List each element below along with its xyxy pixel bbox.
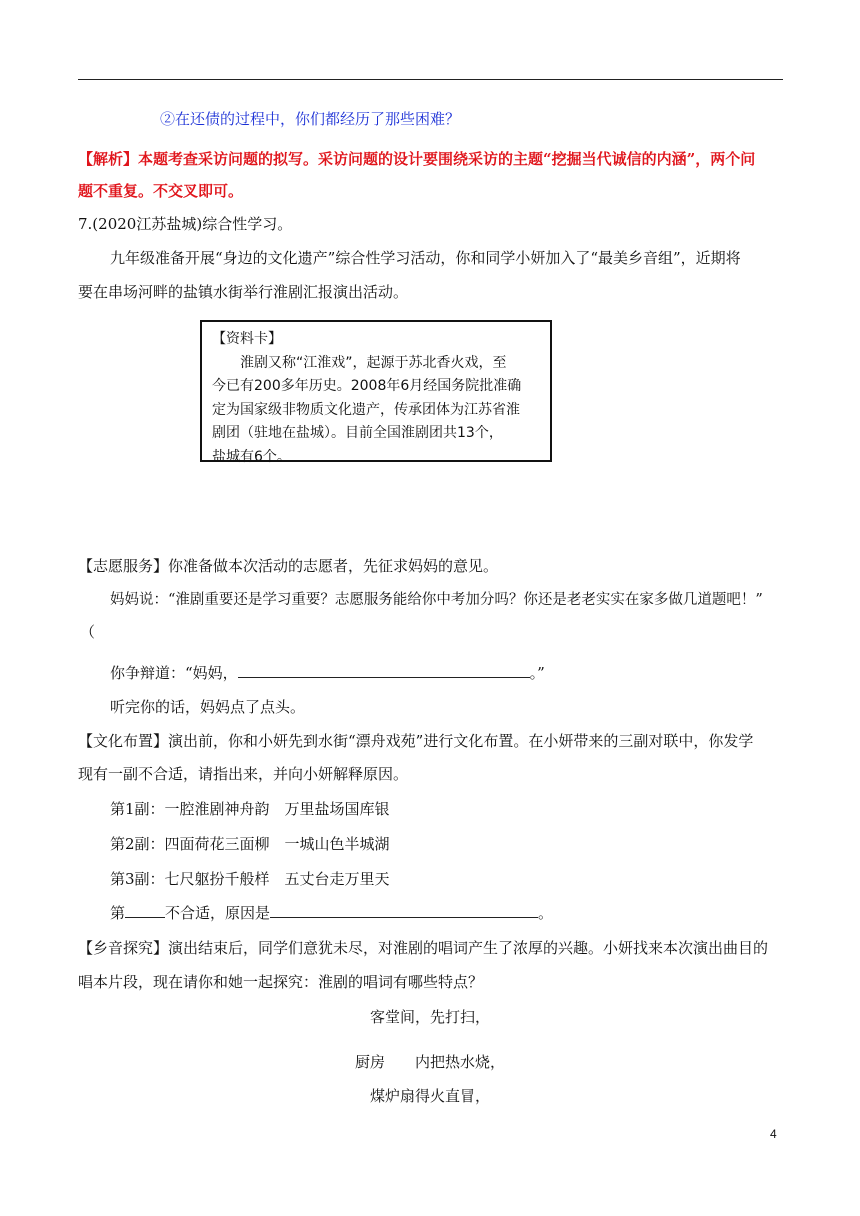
info-card-line: 剧团（驻地在盐城）。目前全国淮剧团共13个，: [212, 425, 503, 441]
mom-nod: 听完你的话，妈妈点了点头。: [110, 698, 306, 716]
open-paren: （: [80, 623, 96, 641]
question-7-intro-1: 九年级准备开展“身边的文化遗产”综合性学习活动，你和同学小妍加入了“最美乡音组”，近期将: [110, 249, 741, 267]
couplet-1: 第1副：一腔淮剧神舟韵 万里盐场国库银: [110, 800, 390, 818]
explore-heading-2: 唱本片段，现在请你和她一起探究：淮剧的唱词有哪些特点？: [78, 973, 484, 991]
answer-prefix: 第: [110, 904, 126, 922]
question-2: ②在还债的过程中，你们都经历了那些困难？: [160, 110, 461, 128]
volunteer-heading: 【志愿服务】你准备做本次活动的志愿者，先征求妈妈的意见。: [78, 557, 499, 575]
info-card: [200, 320, 552, 465]
header-rule: [78, 79, 783, 80]
argue-prefix: 你争辩道：“妈妈，: [110, 664, 238, 682]
argue-suffix: 。”: [529, 664, 545, 682]
info-card-line: 今已有200多年历史。2008年6月经国务院批准确: [212, 378, 522, 394]
answer-suffix: 。: [538, 904, 554, 922]
answer-mid: 不合适，原因是: [165, 904, 271, 922]
couplet-answer-line: [110, 903, 553, 923]
couplet-3: 第3副：七尺躯扮千般样 五丈台走万里天: [110, 870, 390, 888]
argue-blank[interactable]: [238, 663, 530, 678]
lyric-line-2: 厨房 内把热水烧，: [355, 1053, 506, 1071]
info-card-line: 定为国家级非物质文化遗产，传承团体为江苏省淮: [212, 401, 520, 418]
argue-line: [110, 663, 545, 683]
mom-quote: 妈妈说：“淮剧重要还是学习重要？志愿服务能给你中考加分吗？你还是老老实实在家多做几道题吧！”: [110, 592, 763, 608]
question-7-intro-2: 要在串场河畔的盐镇水街举行淮剧汇报演出活动。: [78, 283, 409, 301]
couplet-2: 第2副：四面荷花三面柳 一城山色半城湖: [110, 835, 390, 853]
culture-heading-2: 现有一副不合适，请指出来，并向小妍解释原因。: [78, 765, 409, 783]
page-number: 4: [770, 1127, 777, 1141]
info-card-line: 淮剧又称“江淮戏”，起源于苏北香火戏，至: [240, 354, 507, 371]
analysis-line-2: 题不重复。不交叉即可。: [78, 182, 244, 200]
info-card-title: 【资料卡】: [212, 331, 282, 347]
info-card-line: 盐城有6个。: [212, 448, 291, 465]
couplet-number-blank[interactable]: [125, 903, 165, 918]
lyric-line-1: 客堂间，先打扫，: [370, 1008, 491, 1026]
explore-heading-1: 【乡音探究】演出结束后，同学们意犹未尽，对淮剧的唱词产生了浓厚的兴趣。小妍找来本次演出曲目的: [78, 939, 769, 957]
reason-blank[interactable]: [270, 903, 538, 918]
culture-heading-1: 【文化布置】演出前，你和小妍先到水街“漂舟戏苑”进行文化布置。在小妍带来的三副对联中，你发学: [78, 732, 754, 750]
lyric-line-3: 煤炉扇得火直冒，: [370, 1087, 491, 1105]
question-7-title: 7.(2020江苏盐城)综合性学习。: [78, 215, 293, 233]
analysis-line-1: 【解析】本题考查采访问题的拟写。采访问题的设计要围绕采访的主题“挖掘当代诚信的内涵”，两个问: [78, 150, 756, 168]
